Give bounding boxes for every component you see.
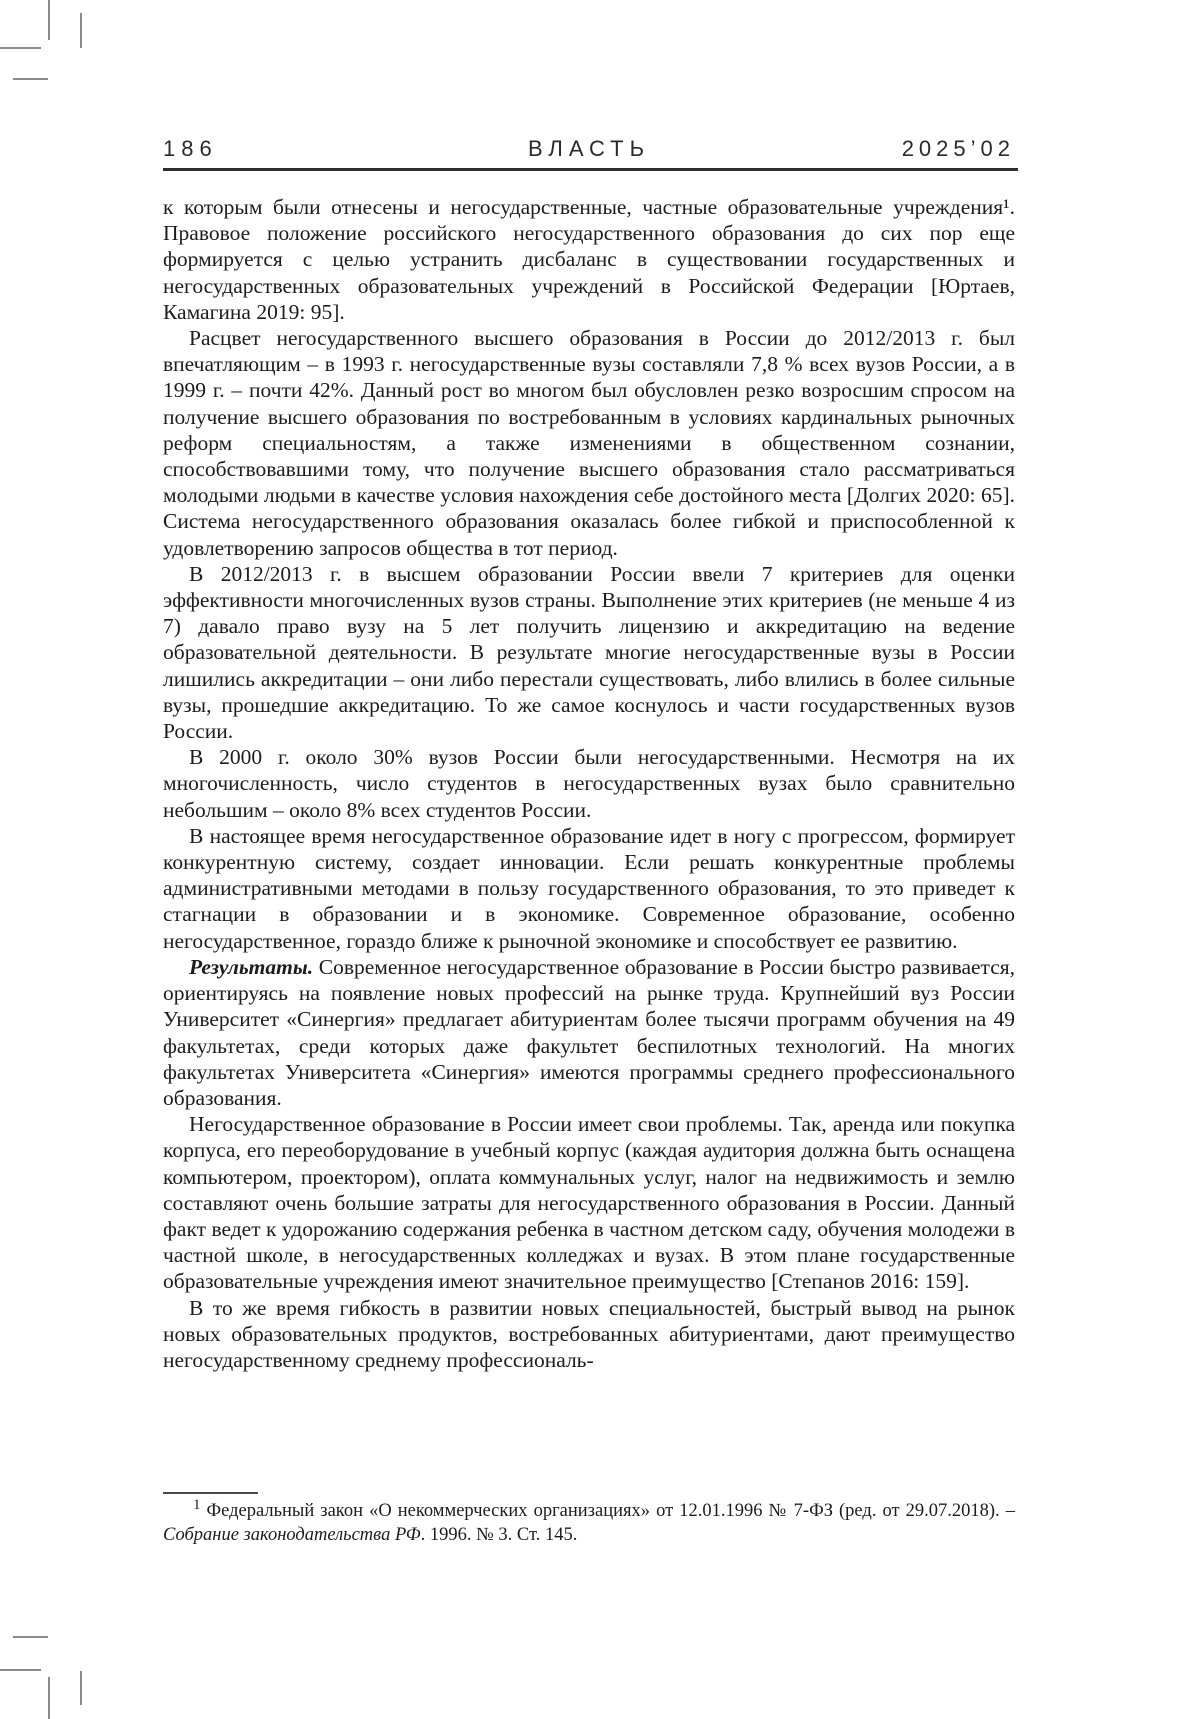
crop-mark-bottom-left-horizontal-outer bbox=[0, 1669, 41, 1671]
paragraph: В настоящее время негосударственное образование идет в ногу с прогрессом, формирует конкурентную систему, создает инновации. Если решать конкурентные проблемы административными методами в пользу государственного образования, то это приведет к стагнации в образовании и в экономике. Современное образование, особенно негосударственное, гораздо ближе к рыночной экономике и способствует ее развитию. bbox=[163, 823, 1015, 953]
crop-mark-top-left-horizontal-inner bbox=[13, 78, 48, 80]
crop-mark-bottom-left-horizontal-inner bbox=[13, 1636, 48, 1638]
journal-title: ВЛАСТЬ bbox=[527, 136, 651, 161]
page-number: 186 bbox=[163, 136, 218, 161]
footnote bbox=[163, 1496, 1015, 1547]
paragraph-lead: Результаты. bbox=[189, 954, 319, 979]
crop-mark-top-left-vertical-outer bbox=[48, 0, 50, 40]
header-rule bbox=[163, 168, 1018, 171]
paragraph: Расцвет негосударственного высшего образования в России до 2012/2013 г. был впечатляющим – в 1993 г. негосударственные вузы составляли 7,8 % всех вузов России, а в 1999 г. – почти 42%. Данный рост во многом был обусловлен резко возросшим спросом на получение высшего образования по востребованным в условиях кардинальных рыночных реформ специальностям, а также изменениями в общественном сознании, способствовавшими тому, что получение высшего образования стало рассматриваться молодыми людьми в качестве условия нахождения себе достойного места [Долгих 2020: 65]. Система негосударственного образования оказалась более гибкой и приспособленной к удовлетворению запросов общества в тот период. bbox=[163, 326, 1015, 560]
crop-mark-bottom-left-vertical-inner bbox=[80, 1671, 82, 1705]
page-header bbox=[163, 136, 1015, 162]
crop-mark-top-left-horizontal-outer bbox=[0, 47, 41, 49]
paragraph: В то же время гибкость в развитии новых специальностей, быстрый вывод на рынок новых образовательных продуктов, востребованных абитуриентами, дают преимущество негосударственному среднему профессиональ- bbox=[163, 1295, 1015, 1372]
paragraph: В 2000 г. около 30% вузов России были негосударственными. Несмотря на их многочисленность, число студентов в негосударственных вузах было сравнительно небольшим – около 8% всех студентов России. bbox=[163, 745, 1015, 822]
crop-mark-bottom-left-vertical-outer bbox=[48, 1677, 50, 1719]
paragraph: Результаты. Современное негосударственное образование в России быстро развивается, ориентируясь на появление новых профессий на рынке труда. Крупнейший вуз России Университет «Синергия» предлагает абитуриентам более тысячи программ обучения на 49 факультетах, среди которых даже факультет беспилотных технологий. На многих факультетах Университета «Синергия» имеются программы среднего профессионального образования. bbox=[163, 954, 1015, 1110]
footnote-tail: . 1996. № 3. Ст. 145. bbox=[420, 1524, 578, 1545]
article-body bbox=[163, 194, 1015, 1373]
paragraph: Негосударственное образование в России имеет свои проблемы. Так, аренда или покупка корпуса, его переоборудование в учебный корпус (каждая аудитория должна быть оснащена компьютером, проектором), оплата коммунальных услуг, налог на недвижимость и землю составляют очень большие затраты для негосударственного образования в России. Данный факт ведет к удорожанию содержания ребенка в частном детском саду, обучения молодежи в частной школе, в негосударственных колледжах и вузах. В этом плане государственные образовательные учреждения имеют значительное преимущество [Степанов 2016: 159]. bbox=[163, 1112, 1015, 1294]
footnote-marker: 1 bbox=[193, 1496, 201, 1513]
footnote-separator bbox=[163, 1492, 258, 1494]
footnote-source: Собрание законодательства РФ bbox=[163, 1524, 421, 1545]
issue-number: 2025’02 bbox=[901, 136, 1015, 161]
footnote-text: Федеральный закон «О некоммерческих организациях» от 12.01.1996 № 7-ФЗ (ред. от 29.07.2018). – bbox=[206, 1501, 1015, 1521]
paragraph: В 2012/2013 г. в высшем образовании России ввели 7 критериев для оценки эффективности многочисленных вузов страны. Выполнение этих критериев (не меньше 4 из 7) давало право вузу на 5 лет получить лицензию и аккредитацию на ведение образовательной деятельности. В результате многие негосударственные вузы в России лишились аккредитации – они либо перестали существовать, либо влились в более сильные вузы, прошедшие аккредитацию. То же самое коснулось и части государственных вузов России. bbox=[163, 561, 1015, 744]
paragraph: к которым были отнесены и негосударственные, частные образовательные учреждения¹. Правовое положение российского негосударственного образования до сих пор еще формируется с целью устранить дисбаланс в существовании государственных и негосударственных образовательных учреждений в Российской Федерации [Юртаев, Камагина 2019: 95]. bbox=[163, 195, 1015, 324]
crop-mark-top-left-vertical-inner bbox=[80, 13, 82, 48]
